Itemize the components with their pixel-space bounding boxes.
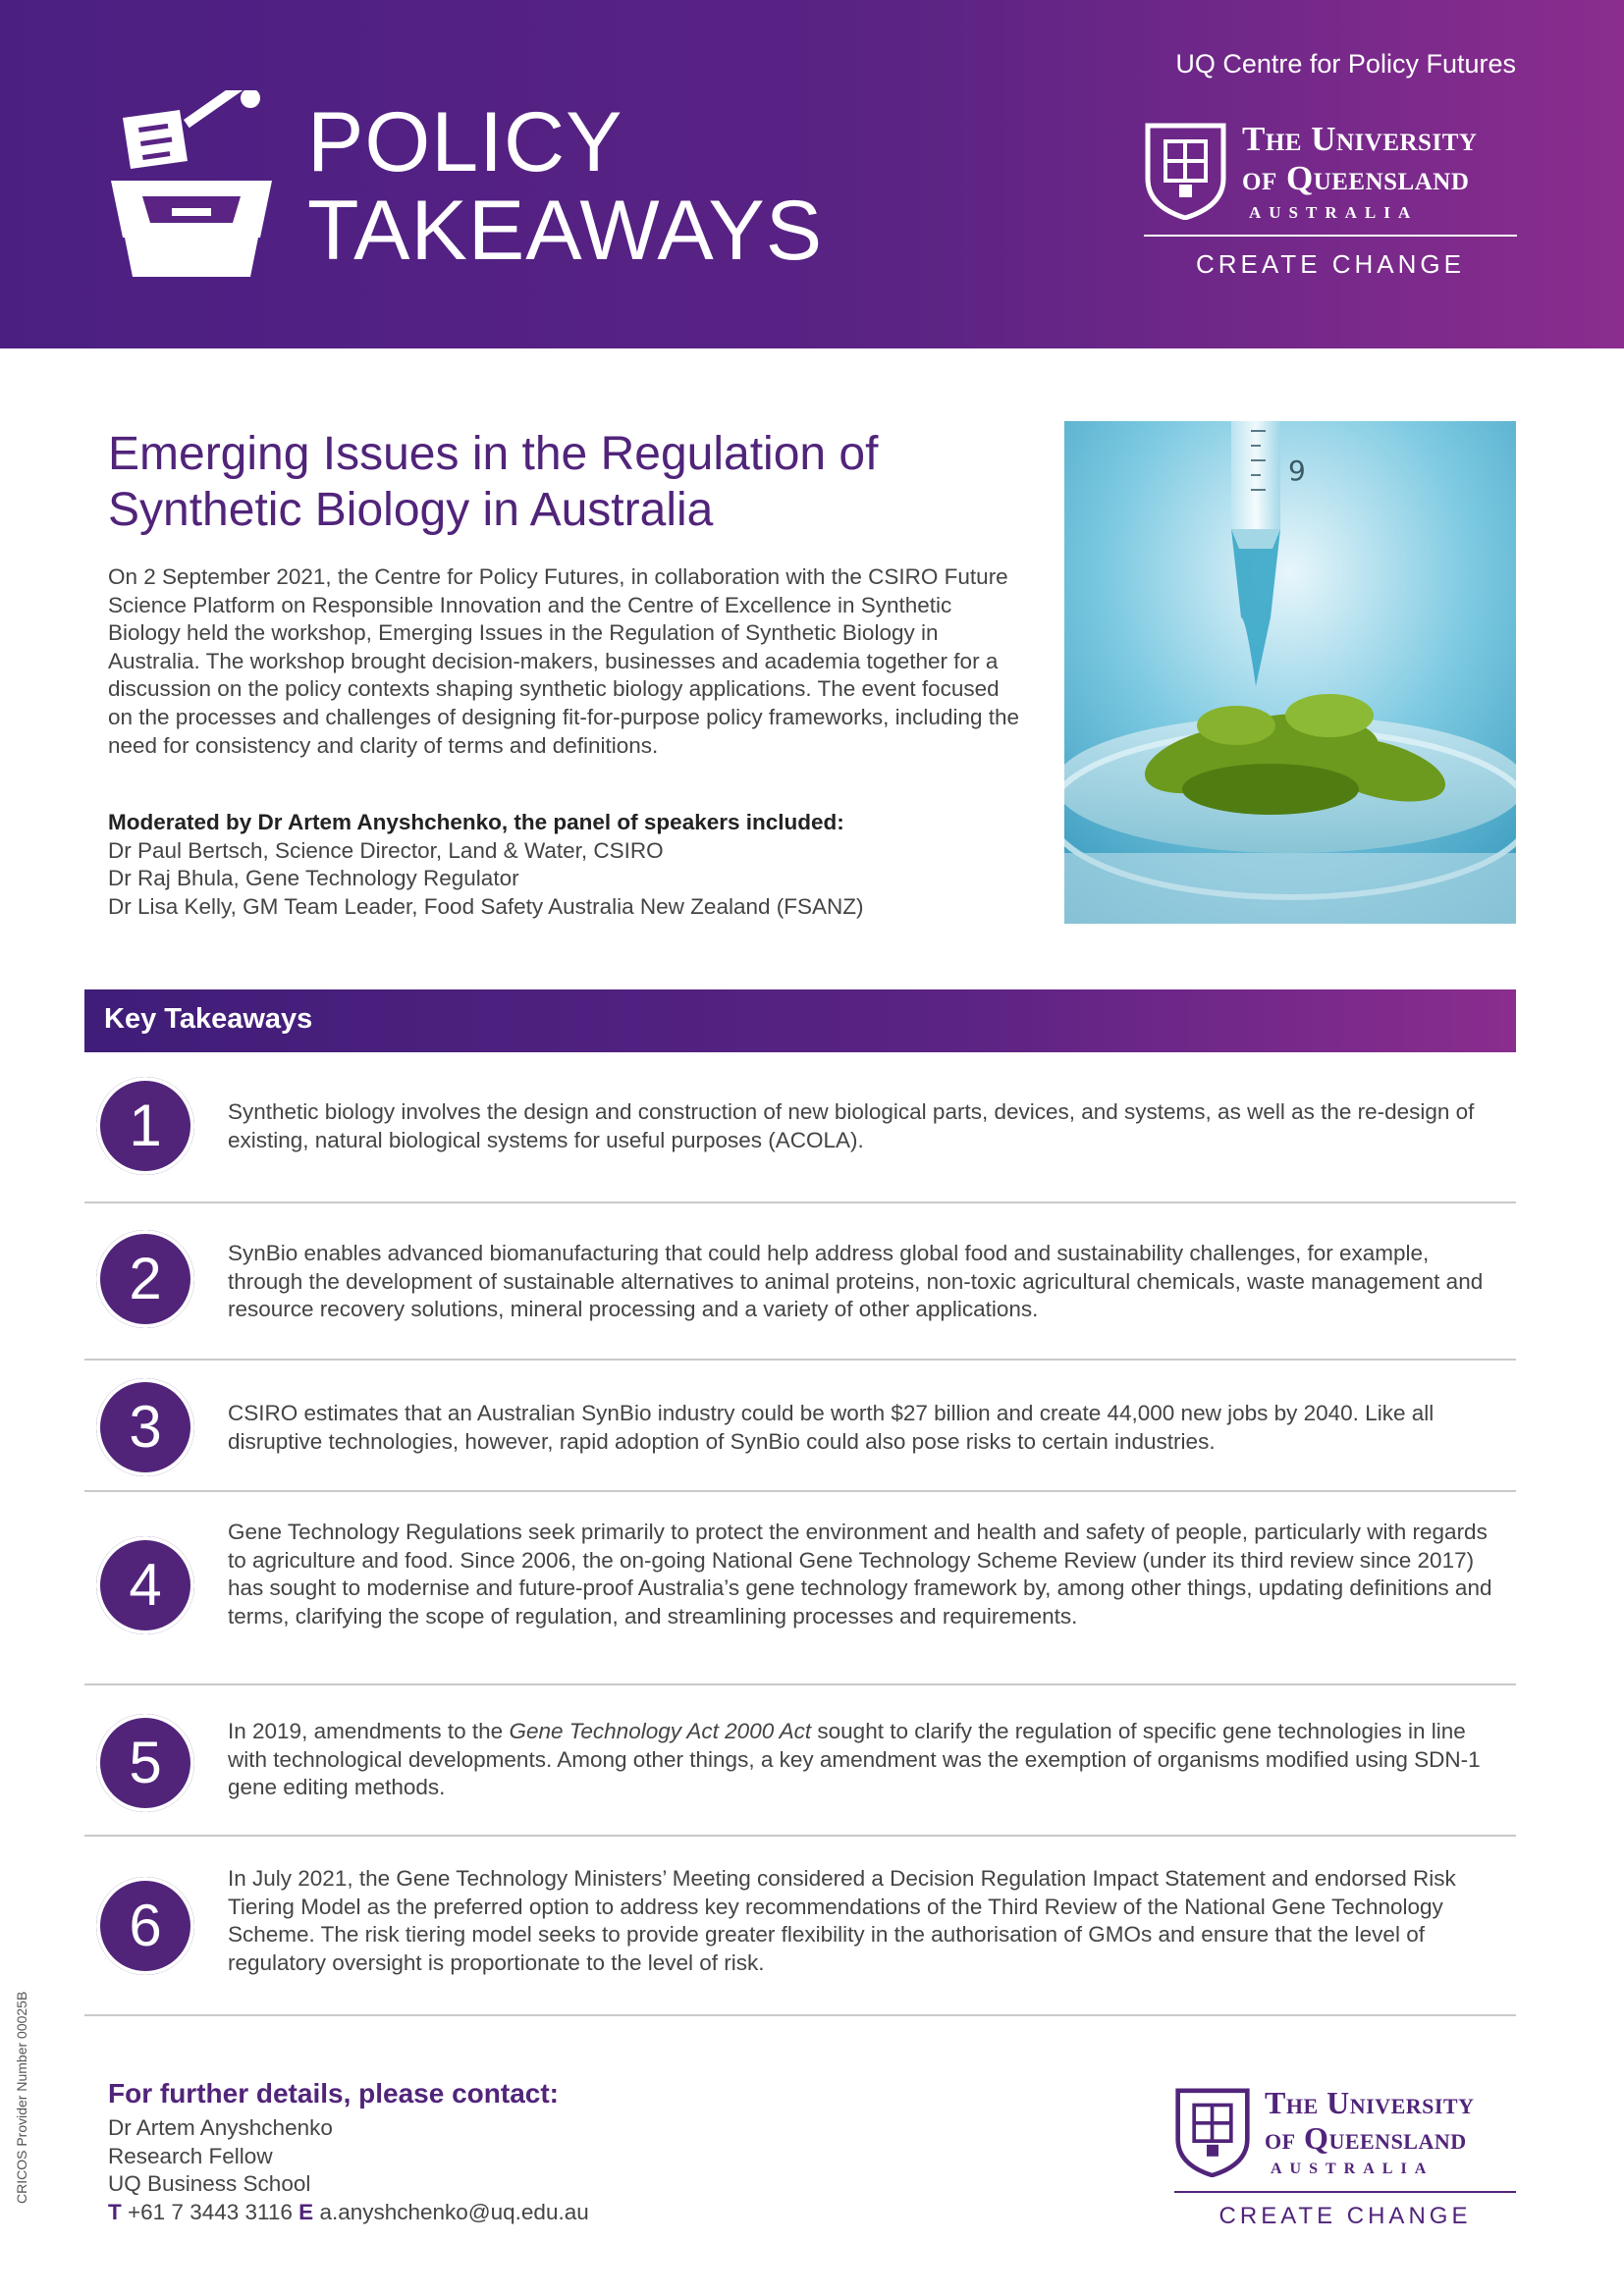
moderator-line: Moderated by Dr Artem Anyshchenko, the panel of speakers included: bbox=[108, 810, 844, 834]
contact-role: Research Fellow bbox=[108, 2143, 273, 2168]
takeaway-divider bbox=[84, 1201, 1516, 1203]
cricos-number: CRICOS Provider Number 00025B bbox=[14, 1991, 29, 2204]
uq-logo-footer bbox=[1174, 2085, 1516, 2232]
takeaway-divider bbox=[84, 1490, 1516, 1492]
contact-org: UQ Business School bbox=[108, 2171, 311, 2197]
takeaway-number-badge bbox=[96, 1378, 194, 1476]
contact-email[interactable]: a.anyshchenko@uq.edu.au bbox=[319, 2199, 589, 2224]
takeaway-text: SynBio enables advanced biomanufacturing that could help address global food and sustainability challenges, for example, through the development of sustainable alternatives to animal proteins, non-toxic agricultural chemicals, waste management and resource recovery solutions, mineral processing and a variety of other applications. bbox=[228, 1241, 1484, 1322]
act-title: Gene Technology Act 2000 Act bbox=[509, 1719, 812, 1743]
takeaway-text-part: In 2019, amendments to the bbox=[228, 1719, 510, 1743]
uq-divider bbox=[1144, 235, 1517, 237]
phone-label: T bbox=[108, 2199, 122, 2224]
takeaway-text bbox=[228, 1718, 1494, 1802]
pipette-marking: 9 bbox=[1288, 454, 1306, 487]
uq-country: AUSTRALIA bbox=[1271, 2161, 1435, 2177]
uq-crest-icon bbox=[1144, 122, 1227, 220]
uq-divider bbox=[1174, 2191, 1516, 2193]
email-label: E bbox=[298, 2199, 314, 2224]
uq-logo-header bbox=[1144, 120, 1517, 277]
key-takeaways-heading: Key Takeaways bbox=[104, 1003, 313, 1035]
uq-tagline: CREATE CHANGE bbox=[1196, 249, 1465, 279]
takeaway-box-icon bbox=[103, 90, 280, 282]
brand-line-1: POLICY bbox=[307, 95, 623, 189]
uq-wordmark-line-1: The University bbox=[1242, 120, 1478, 158]
takeaway-number: 5 bbox=[129, 1730, 162, 1795]
uq-wordmark bbox=[1265, 2085, 1475, 2156]
takeaway-number-badge bbox=[96, 1077, 194, 1175]
uq-wordmark-line-1: The University bbox=[1265, 2085, 1475, 2120]
uq-country: AUSTRALIA bbox=[1249, 203, 1419, 222]
takeaway-divider bbox=[84, 1683, 1516, 1685]
takeaway-number: 2 bbox=[129, 1246, 162, 1311]
uq-crest-icon bbox=[1174, 2087, 1251, 2177]
takeaway-text: In July 2021, the Gene Technology Ministers’ Meeting considered a Decision Regulation Impact Statement and endorsed Risk Tiering Model as the preferred option to address key recommendations of the Third Review of the National Gene Technology Scheme. The risk tiering model seeks to provide greater flexibility in the authorisation of GMOs and ensure that the level of regulatory oversight is proportionate to the level of risk. bbox=[228, 1866, 1456, 1975]
page-header bbox=[0, 0, 1624, 348]
brand-line-2: TAKEAWAYS bbox=[307, 184, 824, 278]
publication-brand bbox=[307, 95, 824, 278]
contact-heading: For further details, please contact: bbox=[108, 2078, 559, 2109]
contact-line bbox=[108, 2199, 589, 2227]
key-takeaways-heading-bar bbox=[84, 989, 1516, 1052]
article-title: Emerging Issues in the Regulation of Synthetic Biology in Australia bbox=[108, 428, 879, 536]
takeaway-text-part: sought to clarify the regulation of specific gene technologies in line with technological developments. Among other things, a key amendment was the exemption of organisms modified using SDN-1 gene editing methods. bbox=[228, 1719, 1481, 1800]
contact-details bbox=[108, 2114, 589, 2226]
speaker-item: Dr Lisa Kelly, GM Team Leader, Food Safety Australia New Zealand (FSANZ) bbox=[108, 893, 864, 919]
pipette-plant-photo bbox=[1064, 421, 1516, 924]
uq-wordmark bbox=[1242, 120, 1477, 198]
contact-phone[interactable]: +61 7 3443 3116 bbox=[128, 2199, 293, 2224]
takeaway-number-badge bbox=[96, 1877, 194, 1975]
takeaway-text: CSIRO estimates that an Australian SynBio industry could be worth $27 billion and create 44,000 new jobs by 2040. Like all disruptive technologies, however, rapid adoption of SynBio could also pose risks to certain industries. bbox=[228, 1401, 1435, 1454]
speaker-item: Dr Raj Bhula, Gene Technology Regulator bbox=[108, 866, 519, 891]
uq-tagline: CREATE CHANGE bbox=[1218, 2203, 1472, 2229]
takeaway-divider bbox=[84, 1835, 1516, 1837]
article-intro: On 2 September 2021, the Centre for Policy Futures, in collaboration with the CSIRO Future Science Platform on Responsible Innovation and the Centre of Excellence in Synthetic Biology held the workshop, Emerging Issues in the Regulation of Synthetic Biology in Australia. The workshop brought decision-makers, businesses and academia together for a discussion on the policy contexts shaping synthetic biology applications. The event focused on the processes and challenges of designing fit-for-purpose policy frameworks, including the need for consistency and clarity of terms and definitions. bbox=[108, 564, 1020, 758]
takeaway-number: 4 bbox=[129, 1552, 162, 1618]
takeaway-number-badge bbox=[96, 1714, 194, 1812]
uq-wordmark-line-2: of Queensland bbox=[1265, 2120, 1467, 2156]
takeaway-text: Gene Technology Regulations seek primarily to protect the environment and health and safety of people, particularly with regards to agriculture and food. Since 2006, the on-going National Gene Technology Scheme Review (under its third review since 2017) has sought to modernise and future-proof Australia’s gene technology framework by, among other things, updating definitions and terms, clarifying the scope of regulation, and streamlining processes and requirements. bbox=[228, 1520, 1492, 1629]
takeaway-number: 6 bbox=[129, 1893, 162, 1958]
panel-list bbox=[108, 809, 1021, 921]
takeaway-number-badge bbox=[96, 1230, 194, 1328]
takeaway-text: Synthetic biology involves the design and construction of new biological parts, devices, and systems, as well as the re-design of existing, natural biological systems for useful purposes (ACOLA). bbox=[228, 1099, 1475, 1152]
takeaway-divider bbox=[84, 2014, 1516, 2016]
takeaway-divider bbox=[84, 1359, 1516, 1361]
takeaway-number: 3 bbox=[129, 1394, 162, 1460]
uq-wordmark-line-2: of Queensland bbox=[1242, 159, 1470, 197]
contact-name: Dr Artem Anyshchenko bbox=[108, 2115, 333, 2140]
takeaway-number-badge bbox=[96, 1536, 194, 1634]
centre-name: UQ Centre for Policy Futures bbox=[1175, 49, 1516, 79]
takeaway-number: 1 bbox=[129, 1093, 162, 1158]
speaker-item: Dr Paul Bertsch, Science Director, Land & Water, CSIRO bbox=[108, 837, 664, 863]
